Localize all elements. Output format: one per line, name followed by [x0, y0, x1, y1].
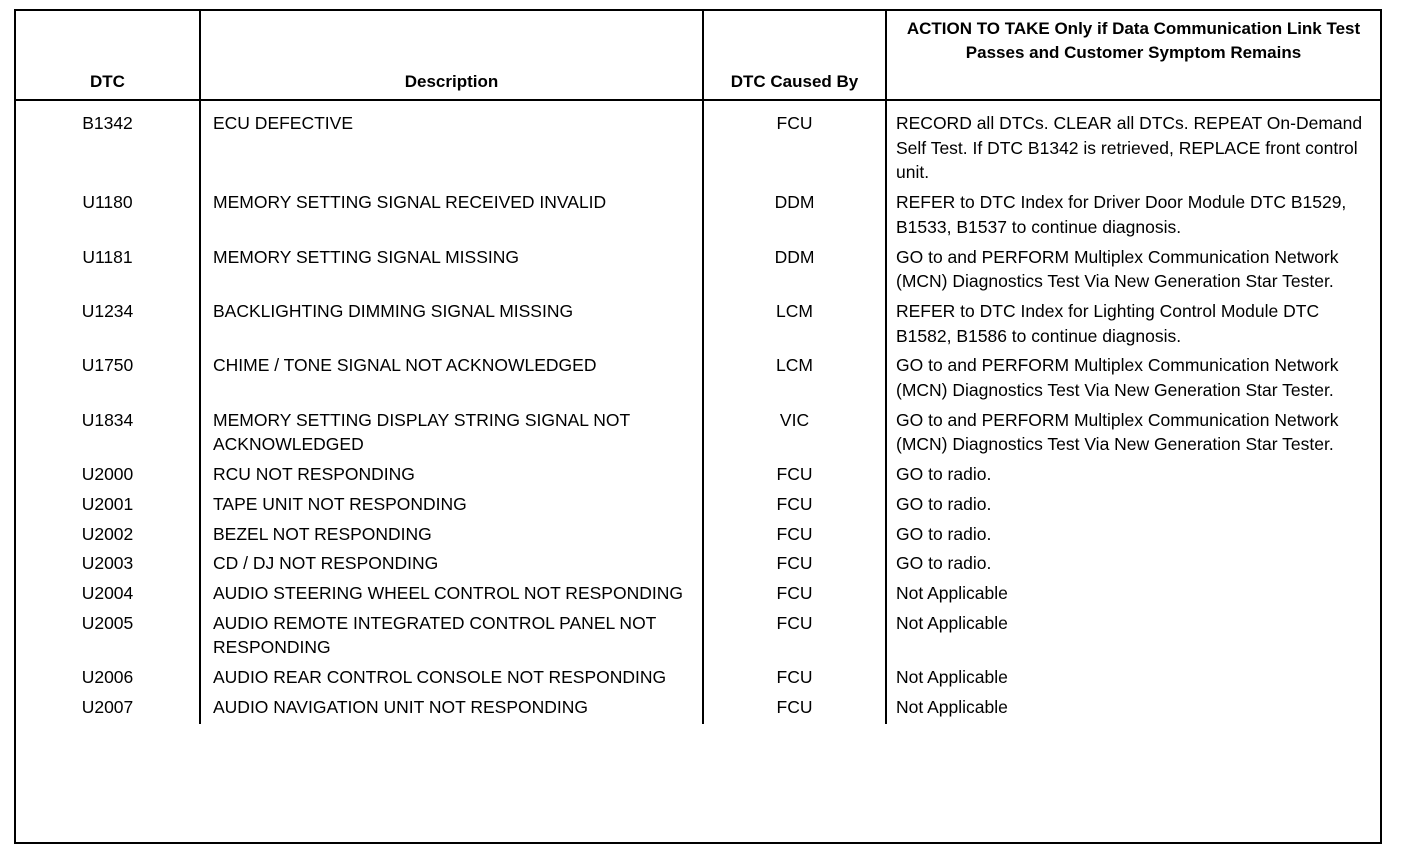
cell-dtc: U1181: [82, 246, 133, 267]
cell-dtc: U2006: [81, 667, 134, 688]
cell-dtc: U1750: [81, 355, 134, 376]
cell-dtc: U1180: [82, 192, 133, 213]
cell-action: GO to radio.: [886, 551, 1380, 581]
table-row: [16, 408, 1380, 462]
cell-action: GO to radio.: [886, 522, 1380, 552]
cell-dtc: U2005: [81, 612, 134, 633]
table-row: [16, 245, 1380, 299]
cell-dtc: B1342: [82, 113, 133, 133]
cell-action: GO to and PERFORM Multiplex Communication Network (MCN) Diagnostics Test Via New Generation Star Tester.: [886, 245, 1380, 299]
cell-caused-by: VIC: [703, 408, 886, 462]
cell-caused-by: FCU: [703, 581, 886, 611]
cell-description: AUDIO STEERING WHEEL CONTROL NOT RESPONDING: [200, 581, 703, 611]
cell-caused-by: FCU: [703, 522, 886, 552]
cell-description: MEMORY SETTING DISPLAY STRING SIGNAL NOT ACKNOWLEDGED: [200, 408, 703, 462]
cell-action: REFER to DTC Index for Driver Door Module DTC B1529, B1533, B1537 to continue diagnosis.: [886, 190, 1380, 244]
cell-dtc: U1234: [81, 300, 134, 321]
cell-action: Not Applicable: [886, 581, 1380, 611]
cell-action: Not Applicable: [886, 665, 1380, 695]
cell-action: GO to radio.: [886, 492, 1380, 522]
table-row: [16, 522, 1380, 552]
cell-dtc: U2003: [81, 553, 134, 574]
cell-action: GO to radio.: [886, 462, 1380, 492]
table-row: [16, 100, 1380, 190]
table-row: [16, 492, 1380, 522]
cell-description: CD / DJ NOT RESPONDING: [200, 551, 703, 581]
table-row: [16, 581, 1380, 611]
table-body: [16, 100, 1380, 724]
cell-description: BACKLIGHTING DIMMING SIGNAL MISSING: [200, 299, 703, 353]
table-row: [16, 611, 1380, 665]
cell-action: GO to and PERFORM Multiplex Communication Network (MCN) Diagnostics Test Via New Generation Star Tester.: [886, 408, 1380, 462]
cell-caused-by: FCU: [703, 462, 886, 492]
cell-description: MEMORY SETTING SIGNAL RECEIVED INVALID: [200, 190, 703, 244]
table-row: [16, 695, 1380, 725]
cell-action: Not Applicable: [886, 611, 1380, 665]
cell-dtc: U2001: [81, 493, 134, 514]
header-caused-by: DTC Caused By: [703, 11, 886, 100]
header-action: ACTION TO TAKE Only if Data Communication Link Test Passes and Customer Symptom Remains: [886, 11, 1380, 100]
dtc-table: [16, 11, 1380, 724]
header-dtc: DTC: [16, 11, 200, 100]
cell-caused-by: FCU: [703, 551, 886, 581]
cell-action: RECORD all DTCs. CLEAR all DTCs. REPEAT On-Demand Self Test. If DTC B1342 is retrieved, REPLACE front control unit.: [886, 100, 1380, 190]
cell-description: BEZEL NOT RESPONDING: [200, 522, 703, 552]
cell-description: AUDIO REAR CONTROL CONSOLE NOT RESPONDING: [200, 665, 703, 695]
cell-caused-by: FCU: [703, 665, 886, 695]
header-description: Description: [200, 11, 703, 100]
cell-dtc: U2000: [81, 464, 134, 485]
cell-dtc: U2004: [81, 582, 134, 603]
table-row: [16, 190, 1380, 244]
table-row: [16, 299, 1380, 353]
cell-description: ECU DEFECTIVE: [200, 100, 703, 190]
cell-caused-by: LCM: [703, 353, 886, 407]
cell-caused-by: DDM: [703, 190, 886, 244]
cell-action: REFER to DTC Index for Lighting Control Module DTC B1582, B1586 to continue diagnosis.: [886, 299, 1380, 353]
cell-caused-by: FCU: [703, 695, 886, 725]
cell-action: Not Applicable: [886, 695, 1380, 725]
cell-description: RCU NOT RESPONDING: [200, 462, 703, 492]
cell-caused-by: FCU: [703, 100, 886, 190]
table-row: [16, 353, 1380, 407]
cell-description: MEMORY SETTING SIGNAL MISSING: [200, 245, 703, 299]
cell-dtc: U2007: [81, 696, 134, 717]
cell-dtc: U1834: [81, 409, 134, 430]
cell-description: AUDIO REMOTE INTEGRATED CONTROL PANEL NOT RESPONDING: [200, 611, 703, 665]
cell-description: AUDIO NAVIGATION UNIT NOT RESPONDING: [200, 695, 703, 725]
cell-caused-by: LCM: [703, 299, 886, 353]
table-row: [16, 551, 1380, 581]
cell-action: GO to and PERFORM Multiplex Communication Network (MCN) Diagnostics Test Via New Generation Star Tester.: [886, 353, 1380, 407]
table-row: [16, 665, 1380, 695]
cell-caused-by: FCU: [703, 492, 886, 522]
table-row: [16, 462, 1380, 492]
cell-description: TAPE UNIT NOT RESPONDING: [200, 492, 703, 522]
cell-description: CHIME / TONE SIGNAL NOT ACKNOWLEDGED: [200, 353, 703, 407]
cell-caused-by: FCU: [703, 611, 886, 665]
cell-caused-by: DDM: [703, 245, 886, 299]
table-header-row: [16, 11, 1380, 100]
dtc-table-frame: [14, 9, 1382, 844]
cell-dtc: U2002: [81, 523, 134, 544]
